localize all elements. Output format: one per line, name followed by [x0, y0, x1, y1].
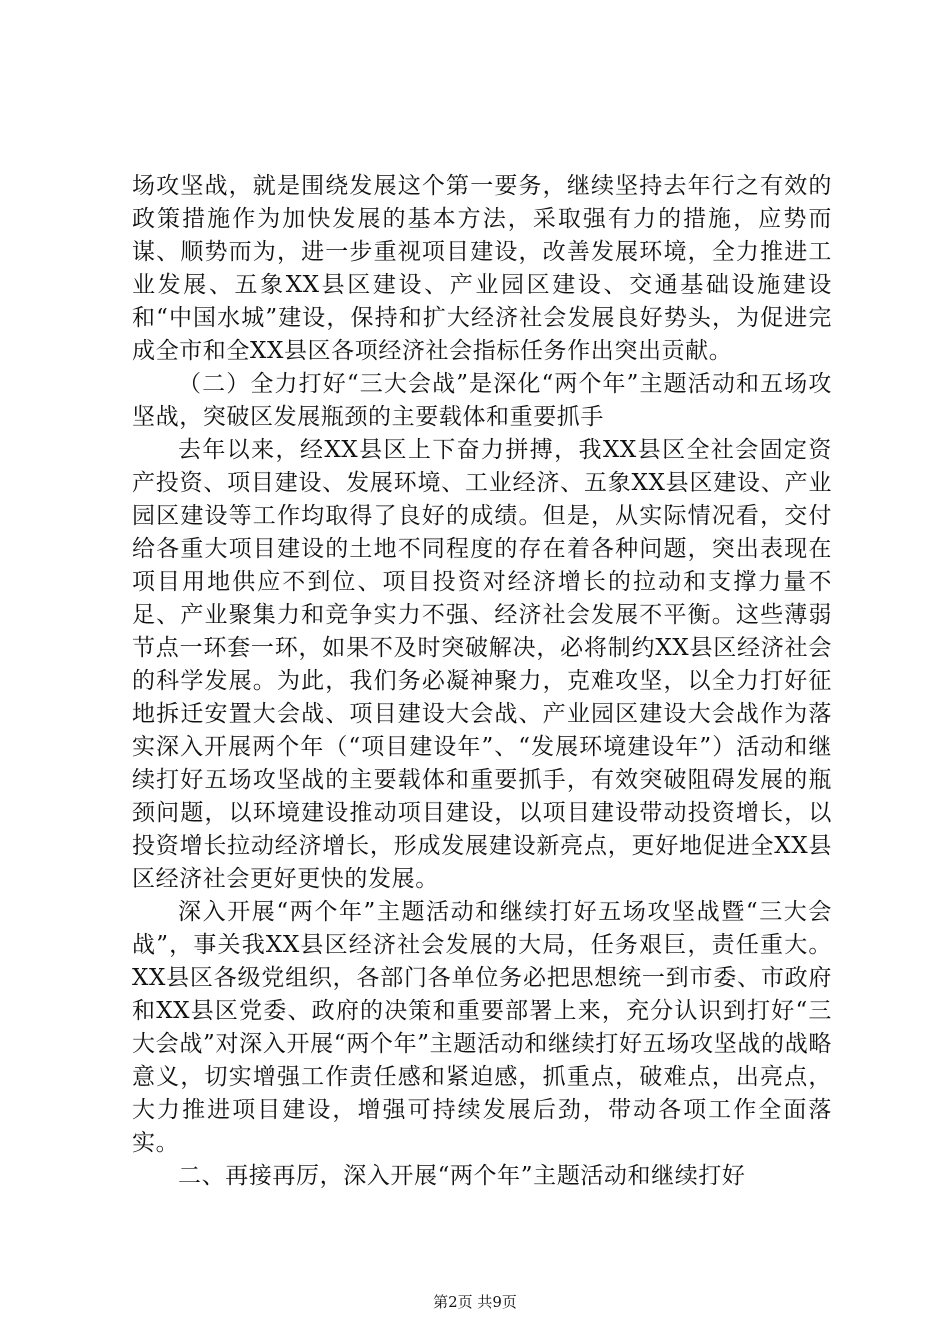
paragraph-body: 去年以来，经XX县区上下奋力拼搏，我XX县区全社会固定资产投资、项目建设、发展环境、工业经济、五象XX县区建设、产业园区建设等工作均取得了良好的成绩。但是，从实际情况看，交付给各重大项目建设的土地不同程度的存在着各种问题，突出表现在项目用地供应不到位、项目投资对经济增长的拉动和支撑力量不足、产业聚集力和竞争实力不强、经济社会发展不平衡。这些薄弱节点一环套一环，如果不及时突破解决，必将制约XX县区经济社会的科学发展。为此，我们务必凝神聚力，克难攻坚，以全力打好征地拆迁安置大会战、项目建设大会战、产业园区建设大会战作为落实深入开展两个年（“项目建设年”、“发展环境建设年”）活动和继续打好五场攻坚战的主要载体和重要抓手，有效突破阻碍发展的瓶颈问题，以环境建设推动项目建设，以项目建设带动投资增长，以投资增长拉动经济增长，形成发展建设新亮点，更好地促进全XX县区经济社会更好更快的发展。 — [132, 437, 832, 892]
paragraph-continuation: 场攻坚战，就是围绕发展这个第一要务，继续坚持去年行之有效的政策措施作为加快发展的基本方法，采取强有力的措施，应势而谋、顺势而为，进一步重视项目建设，改善发展环境，全力推进工业发展、五象XX县区建设、产业园区建设、交通基础设施建设和“中国水城”建设，保持和扩大经济社会发展良好势头，为促进完成全市和全XX县区各项经济社会指标任务作出突出贡献。 — [132, 173, 832, 364]
page-number-footer: 第2页 共9页 — [433, 1293, 517, 1311]
section-heading: 二、再接再厉，深入开展“两个年”主题活动和继续打好 — [178, 1163, 746, 1189]
section-heading: （二）全力打好“三大会战”是深化“两个年”主题活动和五场攻坚战，突破区发展瓶颈的主要载体和重要抓手 — [132, 371, 832, 430]
document-body — [132, 170, 832, 1193]
paragraph-body: 深入开展“两个年”主题活动和继续打好五场攻坚战暨“三大会战”，事关我XX县区经济社会发展的大局，任务艰巨，责任重大。XX县区各级党组织，各部门各单位务必把思想统一到市委、市政府和XX县区党委、政府的决策和重要部署上来，充分认识到打好“三大会战”对深入开展“两个年”主题活动和继续打好五场攻坚战的战略意义，切实增强工作责任感和紧迫感，抓重点，破难点，出亮点，大力推进项目建设，增强可持续发展后劲，带动各项工作全面落实。 — [132, 899, 832, 1156]
